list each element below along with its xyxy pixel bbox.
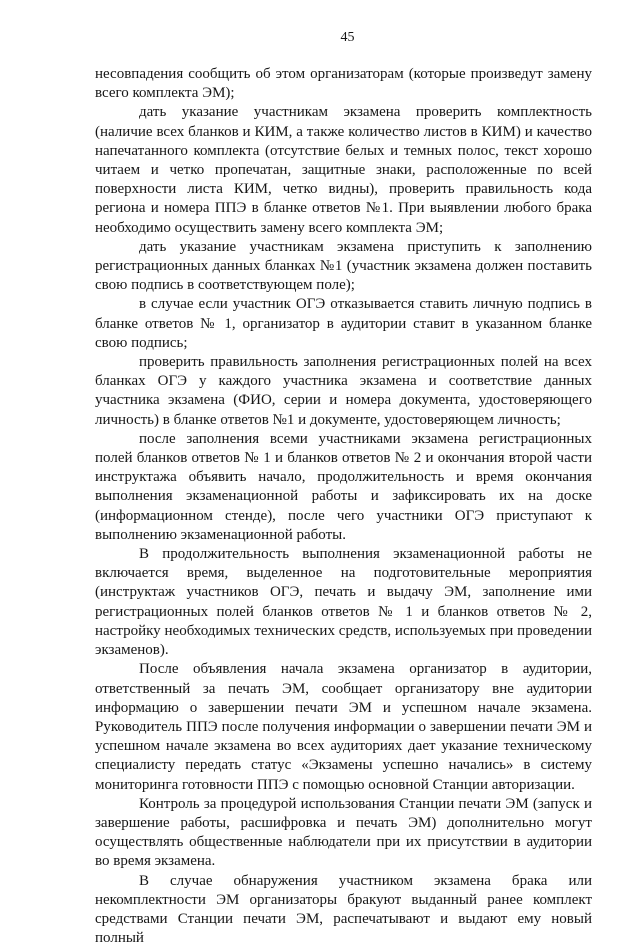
paragraph: дать указание участникам экзамена проверить комплектность (наличие всех бланков и КИМ, а также количество листов в КИМ) и качество напечатанного комплекта (отсутствие белых и темных полос, текст хорошо читаем и четко пропечатан, защитные знаки, расположенные по всей поверхности листа КИМ, четко видны), проверить правильность кода региона и номера ППЭ в бланке ответов №1. При выявлении любого брака необходимо осуществить замену всего комплекта ЭМ; — [95, 104, 592, 236]
paragraph: несовпадения сообщить об этом организаторам (которые произведут замену всего комплекта ЭМ); — [95, 66, 592, 102]
paragraph: дать указание участникам экзамена приступить к заполнению регистрационных данных бланках №1 (участник экзамена должен поставить свою подпись в соответствующем поле); — [95, 238, 592, 294]
paragraph: Контроль за процедурой использования Станции печати ЭМ (запуск и завершение работы, расшифровка и печать ЭМ) дополнительно могут осуществлять общественные наблюдатели при их присутствии в аудитории во время экзамена. — [95, 795, 592, 870]
paragraph: после заполнения всеми участниками экзамена регистрационных полей бланков ответов № 1 и бланков ответов № 2 и окончания второй части инструктажа объявить начало, продолжительность и время окончания выполнения экзаменационной работы и зафиксировать их на доске (информационном стенде), после чего участники ОГЭ приступают к выполнению экзаменационной работы. — [95, 430, 592, 543]
page-number: 45 — [340, 30, 355, 45]
paragraph: В продолжительность выполнения экзаменационной работы не включается время, выделенное на подготовительные мероприятия (инструктаж участников ОГЭ, печать и выдачу ЭМ, заполнение ими регистрационных полей бланков ответов № 1 и бланков ответов № 2, настройку необходимых технических средств, используемых при проведении экзаменов). — [95, 546, 592, 659]
paragraph: В случае обнаружения участником экзамена брака или некомплектности ЭМ организаторы бракуют выданный ранее комплект средствами Станции печати ЭМ, распечатывают и выдают ему новый полный — [95, 872, 592, 947]
document-body — [95, 65, 592, 948]
paragraph: После объявления начала экзамена организатор в аудитории, ответственный за печать ЭМ, сообщает организатору вне аудитории информацию о завершении печати ЭМ и успешном начале экзамена. Руководитель ППЭ после получения информации о завершении печати ЭМ и успешном начале экзамена во всех аудиториях дает указание техническому специалисту передать статус «Экзамены успешно начались» в систему мониторинга готовности ППЭ с помощью основной Станции авторизации. — [95, 661, 592, 793]
paragraph: в случае если участник ОГЭ отказывается ставить личную подпись в бланке ответов № 1, организатор в аудитории ставит в указанном бланке свою подпись; — [95, 296, 592, 351]
paragraph: проверить правильность заполнения регистрационных полей на всех бланках ОГЭ у каждого участника экзамена и соответствие данных участника экзамена (ФИО, серии и номера документа, удостоверяющего личность) в бланке ответов №1 и документе, удостоверяющем личность; — [95, 354, 592, 428]
